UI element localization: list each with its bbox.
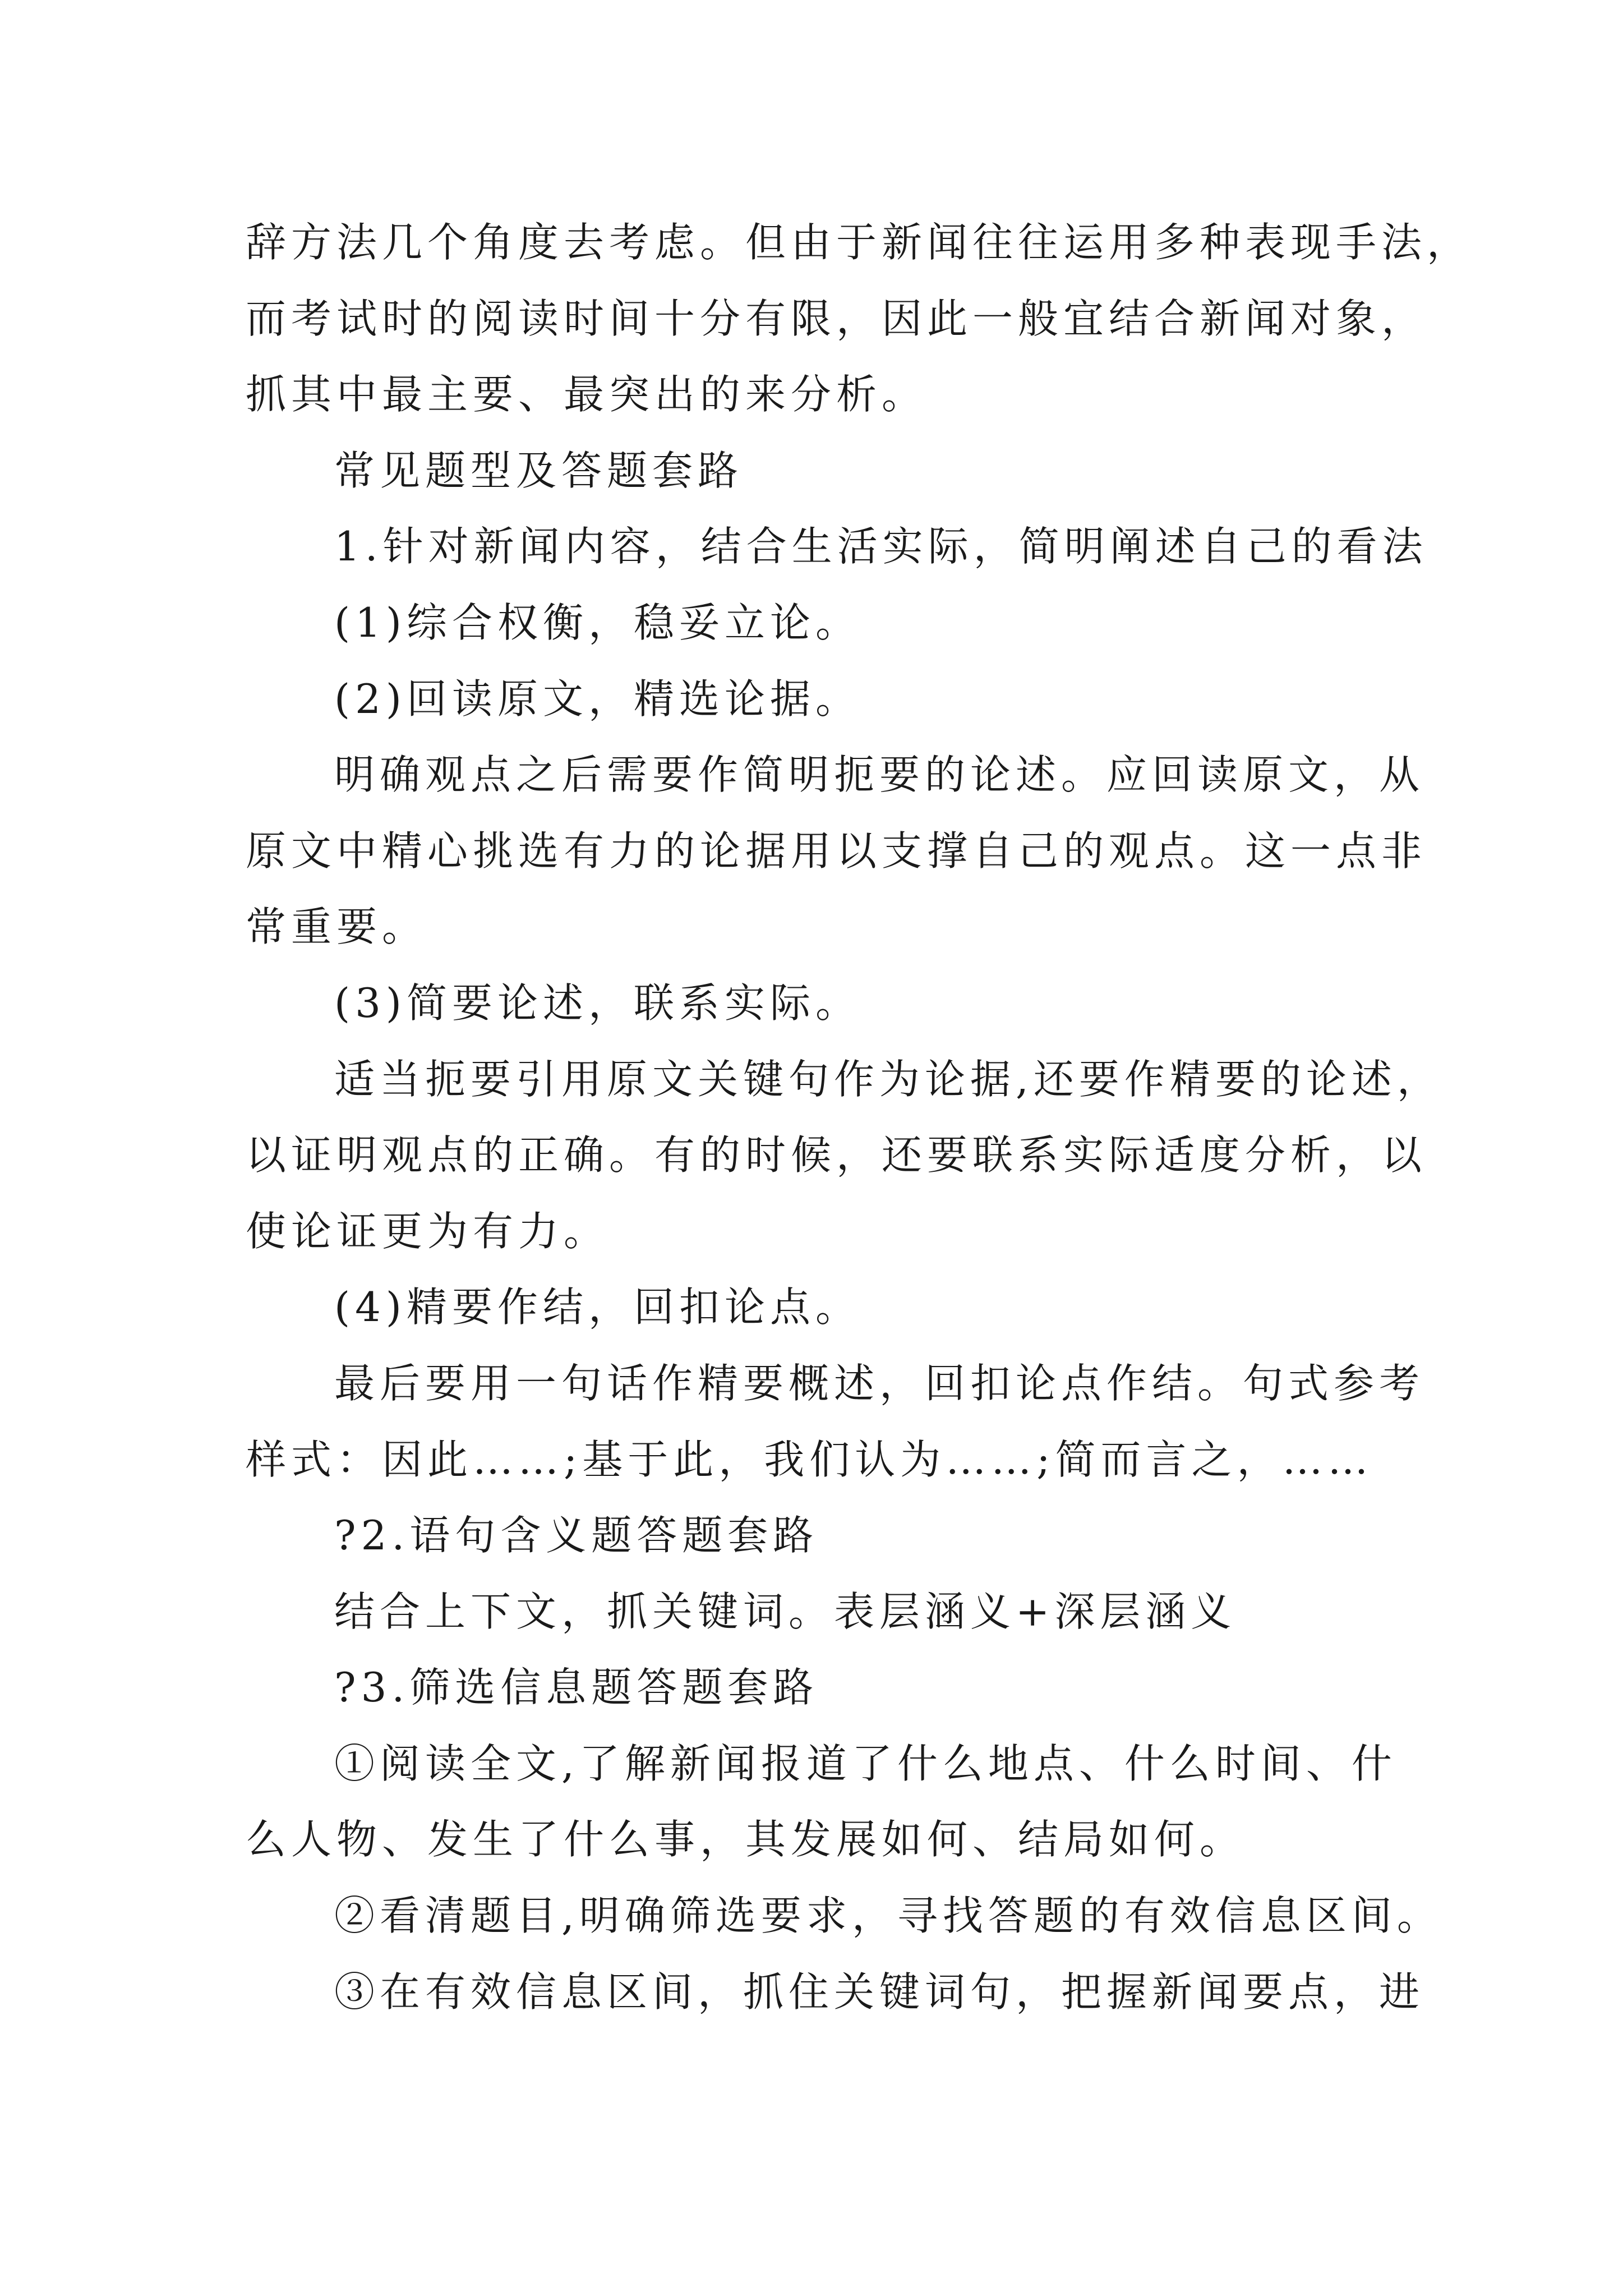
text-line: 原文中精心挑选有力的论据用以支撑自己的观点。这一点非 (246, 827, 1427, 875)
text-line: 常重要。 (246, 903, 428, 951)
section-heading: 常见题型及答题套路 (334, 447, 744, 494)
list-item: ①阅读全文,了解新闻报道了什么地点、什么时间、什 (334, 1740, 1397, 1787)
numbered-heading: ?2.语句含义题答题套路 (334, 1512, 819, 1559)
numbered-heading: 1.针对新闻内容，结合生活实际，简明阐述自己的看法 (334, 523, 1428, 570)
list-item: ②看清题目,明确筛选要求，寻找答题的有效信息区间。 (334, 1892, 1442, 1940)
numbered-heading: ?3.筛选信息题答题套路 (334, 1664, 819, 1711)
text-line: 辞方法几个角度去考虑。但由于新闻往往运用多种表现手法， (246, 219, 1473, 266)
list-item: ③在有效信息区间，抓住关键词句，把握新闻要点，进 (334, 1968, 1425, 2016)
text-line: 抓其中最主要、最突出的来分析。 (246, 371, 928, 418)
text-line: 样式：因此……;基于此，我们认为……;简而言之，…… (246, 1435, 1373, 1483)
sub-point: (4)精要作结，回扣论点。 (334, 1283, 861, 1331)
text-line: 而考试时的阅读时间十分有限，因此一般宜结合新闻对象， (246, 295, 1427, 342)
text-line: 么人物、发生了什么事，其发展如何、结局如何。 (246, 1816, 1246, 1864)
document-body (246, 205, 1473, 2030)
sub-point: (1)综合权衡，稳妥立论。 (334, 599, 861, 646)
sub-point: (3)简要论述，联系实际。 (334, 979, 861, 1027)
text-line: 以证明观点的正确。有的时候，还要联系实际适度分析，以 (246, 1131, 1427, 1179)
text-line: 适当扼要引用原文关键句作为论据,还要作精要的论述， (334, 1055, 1442, 1103)
text-line: 最后要用一句话作精要概述，回扣论点作结。句式参考 (334, 1359, 1425, 1407)
text-line: 结合上下文，抓关键词。表层涵义+深层涵义 (334, 1588, 1237, 1635)
text-line: 明确观点之后需要作简明扼要的论述。应回读原文，从 (334, 751, 1425, 799)
text-line: 使论证更为有力。 (246, 1207, 610, 1255)
sub-point: (2)回读原文，精选论据。 (334, 675, 861, 723)
